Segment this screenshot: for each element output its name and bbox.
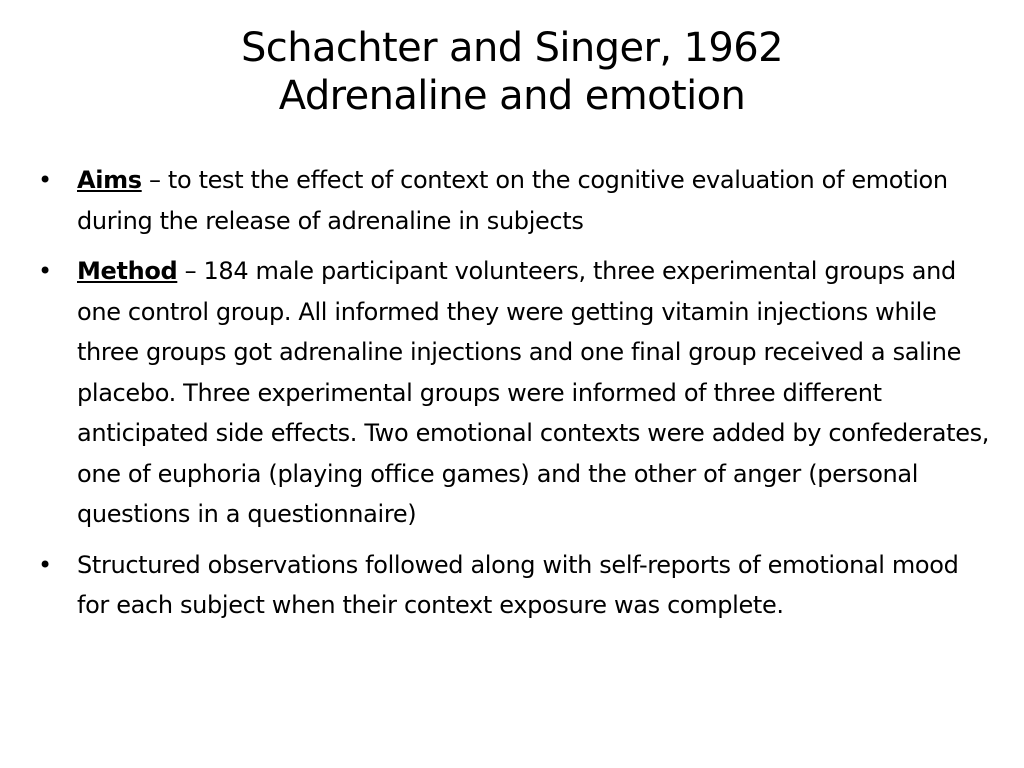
bullet-dot-icon: • xyxy=(38,166,52,194)
slide-title xyxy=(60,24,964,120)
bullet-dot-icon: • xyxy=(38,257,52,285)
method-term: Method xyxy=(77,257,178,285)
aims-text: – to test the effect of context on the cognitive evaluation of emotion during the release of adrenaline in subjects xyxy=(77,166,948,235)
observations-text: Structured observations followed along with self-reports of emotional mood for each subject when their context exposure was complete. xyxy=(77,550,959,619)
bullet-list xyxy=(32,160,992,636)
aims-term: Aims xyxy=(77,166,142,194)
bullet-aims xyxy=(32,160,992,241)
bullet-observations xyxy=(32,545,992,626)
method-text: – 184 male participant volunteers, three experimental groups and one control group. All informed they were getting vitamin injections while three groups got adrenaline injections and one final group received a saline placebo. Three experimental groups were informed of three different anticipated side effects. Two emotional contexts were added by confederates, one of euphoria (playing office games) and the other of anger (personal questions in a questionnaire) xyxy=(77,257,990,528)
title-line-2: Adrenaline and emotion xyxy=(278,73,746,119)
title-line-1: Schachter and Singer, 1962 xyxy=(241,25,783,71)
bullet-dot-icon: • xyxy=(38,550,52,579)
bullet-method xyxy=(32,251,992,535)
